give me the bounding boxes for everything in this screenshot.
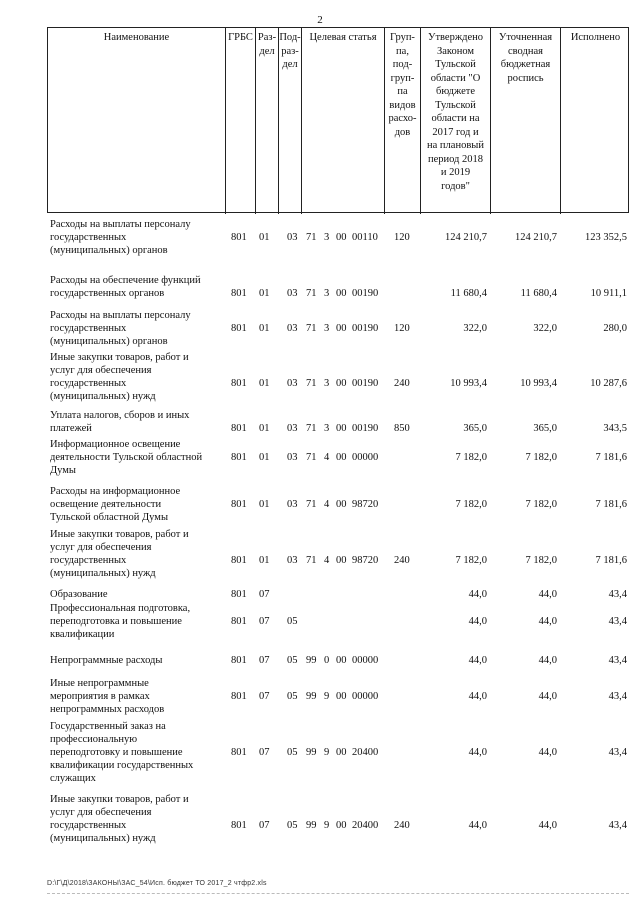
row-expense-group: 120 [394,232,410,243]
row-refined: 44,0 [538,655,557,666]
row-name: Государственный заказ на профессиональную переподготовку и повышение квалификации государственных служащих [50,721,194,784]
row-executed: 10 911,1 [590,288,627,299]
row-target-program: 99 [306,820,317,831]
row-refined: 7 182,0 [525,499,557,510]
row-razdel: 01 [259,378,270,389]
row-executed: 43,4 [608,589,627,600]
row-target-code: 00000 [352,655,379,666]
row-razdel: 07 [259,616,270,627]
row-name: Расходы на обеспечение функций государственных органов [50,275,201,299]
row-approved: 11 680,4 [450,288,487,299]
row-refined: 7 182,0 [525,555,557,566]
row-refined: 365,0 [533,423,557,434]
header-razdel: Раз- дел [256,28,279,214]
row-refined: 10 993,4 [520,378,557,389]
row-executed: 7 181,6 [595,555,627,566]
row-refined: 44,0 [538,747,557,758]
footer-divider [47,893,629,894]
row-refined: 44,0 [538,616,557,627]
row-razdel: 07 [259,820,270,831]
row-target-program: 71 [306,555,317,566]
row-executed: 7 181,6 [595,452,627,463]
row-executed: 10 287,6 [590,378,627,389]
row-executed: 280,0 [603,323,627,334]
header-grbs: ГРБС [226,28,256,214]
row-grbs: 801 [231,423,247,434]
row-target-code: 98720 [352,499,379,510]
row-podrazdel: 03 [287,323,298,334]
row-target-subprogram: 4 [324,452,330,463]
row-target-code: 00110 [352,232,378,243]
row-grbs: 801 [231,323,247,334]
row-refined: 124 210,7 [515,232,557,243]
row-approved: 124 210,7 [445,232,487,243]
row-expense-group: 120 [394,323,410,334]
row-target-subprogram: 3 [324,232,330,243]
row-executed: 123 352,5 [585,232,627,243]
row-executed: 43,4 [608,747,627,758]
row-approved: 7 182,0 [455,452,487,463]
row-executed: 7 181,6 [595,499,627,510]
row-target-subprogram: 3 [324,423,330,434]
header-target-article: Целевая статья [302,28,385,214]
row-podrazdel: 03 [287,555,298,566]
row-target-code: 00000 [352,452,379,463]
row-grbs: 801 [231,820,247,831]
row-target-program: 71 [306,499,317,510]
row-name: Иные закупки товаров, работ и услуг для обеспечения государственных (муниципальных) нужд [50,352,189,402]
row-grbs: 801 [231,555,247,566]
row-grbs: 801 [231,616,247,627]
row-podrazdel: 03 [287,288,298,299]
row-approved: 44,0 [468,747,487,758]
row-target-subprogram: 3 [324,323,330,334]
page-number: 2 [317,14,323,26]
row-razdel: 01 [259,288,270,299]
row-name: Иные закупки товаров, работ и услуг для обеспечения государственных (муниципальных) нужд [50,529,189,579]
row-executed: 43,4 [608,616,627,627]
row-target-subprogram: 9 [324,747,330,758]
header-approved: Утверждено Законом Тульской области "О бюджете Тульской области на 2017 год и на плановый период 2018 и 2019 годов" [421,28,491,214]
row-name: Информационное освещение деятельности Тульской областной Думы [50,439,203,476]
row-target-group: 00 [336,499,347,510]
row-razdel: 07 [259,655,270,666]
row-podrazdel: 05 [287,616,298,627]
row-expense-group: 240 [394,378,410,389]
row-refined: 44,0 [538,589,557,600]
row-target-subprogram: 4 [324,555,330,566]
row-approved: 7 182,0 [455,499,487,510]
row-executed: 43,4 [608,820,627,831]
row-name: Иные закупки товаров, работ и услуг для обеспечения государственных (муниципальных) нужд [50,794,189,844]
row-name: Расходы на выплаты персоналу государственных (муниципальных) органов [50,310,191,347]
row-approved: 44,0 [468,655,487,666]
row-name: Иные непрограммные мероприятия в рамках непрограммных расходов [50,678,165,715]
row-razdel: 07 [259,589,270,600]
row-grbs: 801 [231,232,247,243]
table-header [47,27,629,213]
row-name: Расходы на выплаты персоналу государственных (муниципальных) органов [50,219,191,256]
row-executed: 343,5 [603,423,627,434]
row-refined: 44,0 [538,691,557,702]
row-approved: 44,0 [468,589,487,600]
row-razdel: 01 [259,555,270,566]
row-podrazdel: 03 [287,423,298,434]
row-target-group: 00 [336,423,347,434]
row-refined: 322,0 [533,323,557,334]
row-grbs: 801 [231,499,247,510]
row-refined: 7 182,0 [525,452,557,463]
row-grbs: 801 [231,589,247,600]
row-target-group: 00 [336,232,347,243]
row-target-program: 99 [306,655,317,666]
row-razdel: 01 [259,423,270,434]
row-approved: 7 182,0 [455,555,487,566]
row-target-code: 00190 [352,323,379,334]
row-target-subprogram: 0 [324,655,330,666]
row-target-group: 00 [336,378,347,389]
row-executed: 43,4 [608,655,627,666]
row-approved: 44,0 [468,820,487,831]
row-name: Непрограммные расходы [50,655,163,666]
row-target-program: 71 [306,423,317,434]
row-grbs: 801 [231,452,247,463]
row-approved: 44,0 [468,691,487,702]
row-target-program: 99 [306,691,317,702]
row-target-group: 00 [336,323,347,334]
row-name: Расходы на информационное освещение деятельности Тульской областной Думы [50,486,181,523]
row-name: Профессиональная подготовка, переподготовка и повышение квалификации [50,603,191,640]
row-target-group: 00 [336,691,347,702]
row-target-group: 00 [336,747,347,758]
row-target-program: 71 [306,452,317,463]
row-target-subprogram: 4 [324,499,330,510]
row-approved: 44,0 [468,616,487,627]
row-podrazdel: 03 [287,378,298,389]
row-razdel: 07 [259,691,270,702]
row-target-subprogram: 9 [324,691,330,702]
row-razdel: 01 [259,232,270,243]
row-grbs: 801 [231,378,247,389]
row-target-subprogram: 9 [324,820,330,831]
header-podrazdel: Под- раз- дел [279,28,302,214]
row-name: Образование [50,589,108,600]
row-podrazdel: 05 [287,655,298,666]
row-target-code: 20400 [352,747,379,758]
row-target-subprogram: 3 [324,378,330,389]
row-razdel: 07 [259,747,270,758]
row-expense-group: 240 [394,820,410,831]
row-target-program: 99 [306,747,317,758]
row-grbs: 801 [231,691,247,702]
row-target-group: 00 [336,820,347,831]
row-name: Уплата налогов, сборов и иных платежей [50,410,190,434]
row-target-code: 00000 [352,691,379,702]
row-approved: 10 993,4 [450,378,487,389]
row-grbs: 801 [231,288,247,299]
row-target-program: 71 [306,323,317,334]
row-target-subprogram: 3 [324,288,330,299]
row-refined: 11 680,4 [520,288,557,299]
row-target-program: 71 [306,378,317,389]
row-target-code: 20400 [352,820,379,831]
row-razdel: 01 [259,323,270,334]
header-expense-group: Груп- па, под- груп- па видов расхо- дов [385,28,421,214]
row-razdel: 01 [259,452,270,463]
row-razdel: 01 [259,499,270,510]
row-podrazdel: 05 [287,691,298,702]
row-target-program: 71 [306,288,317,299]
footer-file-path: D:\Г\Д\2018\ЗАКОНЫ\ЗАС_54\Исп. бюджет ТО 2017_2 чтфр2.xls [47,880,267,887]
row-podrazdel: 05 [287,820,298,831]
row-approved: 322,0 [463,323,487,334]
row-target-group: 00 [336,555,347,566]
row-podrazdel: 03 [287,499,298,510]
row-podrazdel: 03 [287,232,298,243]
row-expense-group: 240 [394,555,410,566]
header-executed: Исполнено [570,32,621,43]
row-grbs: 801 [231,655,247,666]
row-target-program: 71 [306,232,317,243]
header-name: Наименование [48,28,226,214]
row-target-group: 00 [336,288,347,299]
row-refined: 44,0 [538,820,557,831]
row-executed: 43,4 [608,691,627,702]
row-target-code: 00190 [352,378,379,389]
row-approved: 365,0 [463,423,487,434]
row-grbs: 801 [231,747,247,758]
row-podrazdel: 05 [287,747,298,758]
row-target-code: 00190 [352,423,379,434]
row-expense-group: 850 [394,423,410,434]
header-refined: Уточненная сводная бюджетная роспись [491,28,561,214]
row-target-code: 98720 [352,555,379,566]
row-target-group: 00 [336,452,347,463]
row-podrazdel: 03 [287,452,298,463]
row-target-code: 00190 [352,288,379,299]
row-target-group: 00 [336,655,347,666]
